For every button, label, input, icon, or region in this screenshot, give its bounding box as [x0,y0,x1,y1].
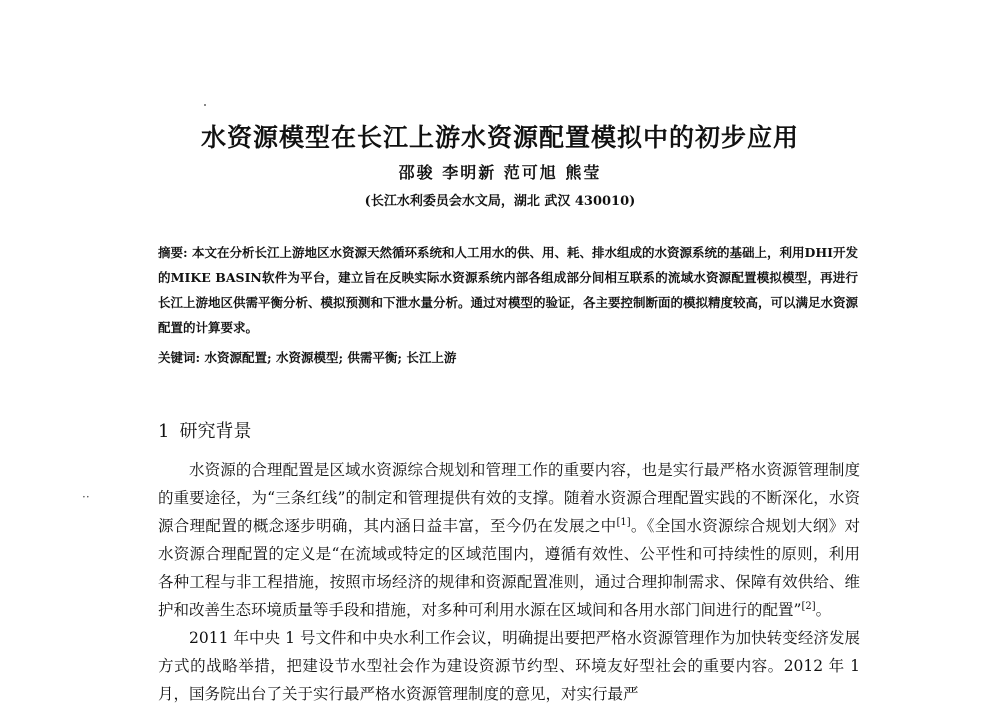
paragraph-1 [158,456,860,624]
paragraph-1-text-c: 。 [815,601,832,619]
abstract-label: 摘要: [158,245,188,260]
paragraph-2: 2011 年中央 1 号文件和中央水利工作会议，明确提出要把严格水资源管理作为加快转变经济发展方式的战略举措，把建设节水型社会作为建设资源节约型、环境友好型社会的重要内容。2012 年 1 月，国务院出台了关于实行最严格水资源管理制度的意见，对实行最严 [158,629,860,703]
paper-authors: 邵骏 李明新 范可旭 熊莹 [398,163,602,182]
paper-affiliation: (长江水利委员会水文局，湖北 武汉 430010) [364,194,636,209]
section-title: 研究背景 [179,421,252,442]
paragraph-1-text-a: 水资源的合理配置是区域水资源综合规划和管理工作的重要内容，也是实行最严格水资源管理制度的重要途径，为“三条红线”的制定和管理提供有效的支撑。随着水资源合理配置实践的不断深化，水资源合理配置的概念逐步明确，其内涵日益丰富，至今仍在发展之中 [158,461,860,535]
keywords-text: 水资源配置; 水资源模型; 供需平衡; 长江上游 [204,350,457,365]
keywords-block [158,348,858,366]
citation-1[interactable]: [1] [616,516,631,528]
abstract-block [158,240,858,340]
paragraph-1-text-b: 。《全国水资源综合规划大纲》对水资源合理配置的定义是“在流域或特定的区域范围内，遵循有效性、公平性和可持续性的原则，利用各种工程与非工程措施，按照市场经济的规律和资源配置准则，通过合理抑制需求、保障有效供给、维护和改善生态环境质量等手段和措施，对多种可利用水源在区域间和各用水部门间进行的配置” [158,517,860,619]
margin-mark: ·· [82,490,90,504]
citation-2[interactable]: [2] [801,600,816,612]
section-heading [158,417,251,443]
scan-speck [204,104,206,106]
paper-title: 水资源模型在长江上游水资源配置模拟中的初步应用 [200,123,799,152]
keywords-label: 关键词: [158,350,201,365]
body-text [158,456,860,708]
section-number: 1 [158,421,170,442]
abstract-text: 本文在分析长江上游地区水资源天然循环系统和人工用水的供、用、耗、排水组成的水资源系统的基础上，利用DHI开发的MIKE BASIN软件为平台，建立旨在反映实际水资源系统内部各组成部分间相互联系的流域水资源配置模拟模型，再进行长江上游地区供需平衡分析、模拟预测和下泄水量分析。通过对模型的验证，各主要控制断面的模拟精度较高，可以满足水资源配置的计算要求。 [158,245,859,335]
